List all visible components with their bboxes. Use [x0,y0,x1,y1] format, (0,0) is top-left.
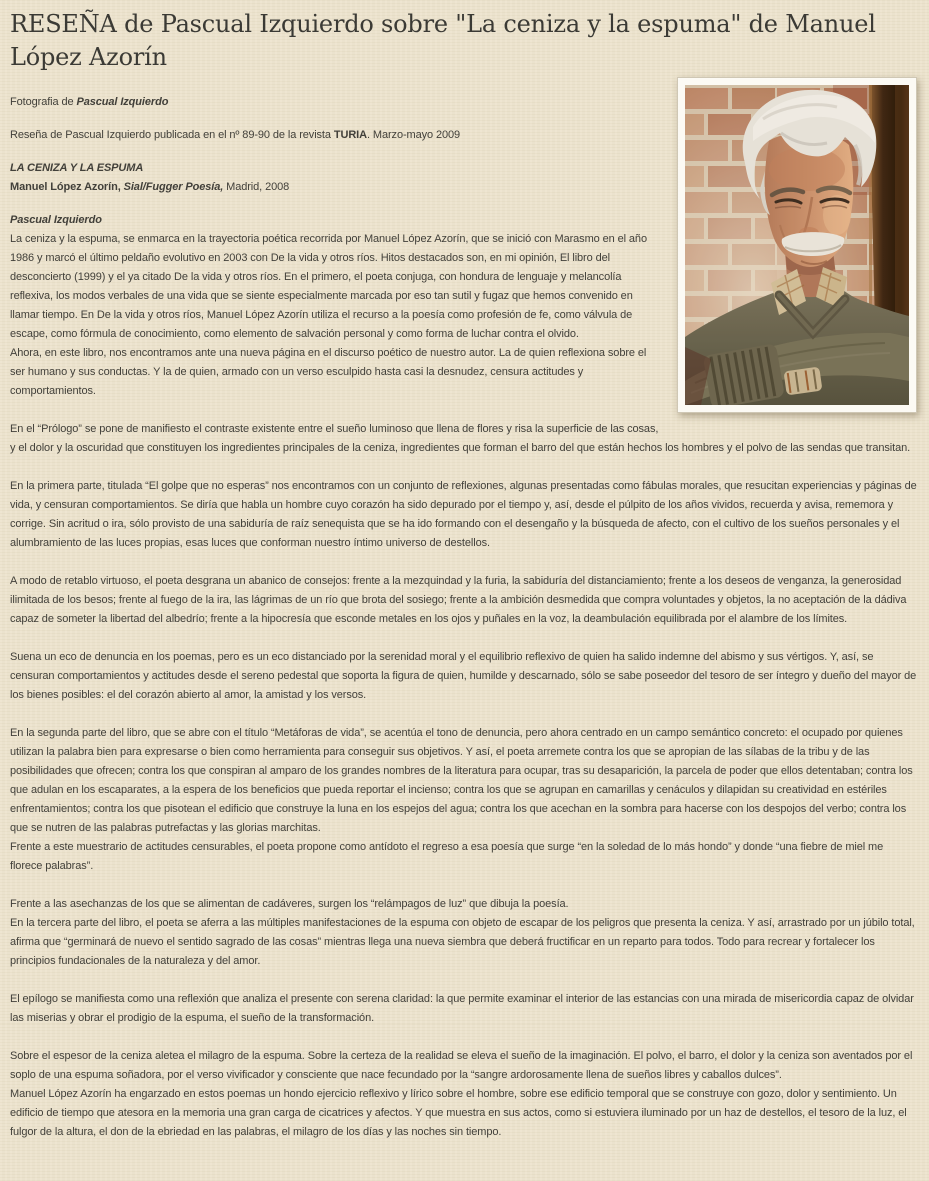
paragraph [10,420,917,458]
review-author: Pascual Izquierdo [10,214,102,226]
paragraph-text: En la segunda parte del libro, que se abre con el título “Metáforas de vida”, se acentúa el tono de denuncia, pero ahora centrado en un campo semántico concreto: el ocupado por quienes utilizan la palabra bien para expresarse o bien como herramienta para conseguir sus objetivos. Y así, el poeta arremete contra los que se apropian de las sílabas de la tribu y de las posibilidades que ofrecen; contra los que conspiran al amparo de los grandes nombres de la literatura para ocupar, tras su desaparición, la parcela de poder que ellos detentaban; contra los que adulan en los escaparates, a la espera de los beneficios que pueda reportar el incienso; contra los que se agrupan en camarillas y cenáculos y dilapidan su creatividad en estériles enfrentamientos; contra los que pisotean el edificio que construye la luna en los espejos del agua; contra los que acechan en la sombra para hacerse con los despojos del verbo; contra los que se nutren de las palabras putrefactas y las glorias marchitas. [10,727,913,834]
paragraph-text: Suena un eco de denuncia en los poemas, pero es un eco distanciado por la serenidad moral y el equilibrio reflexivo de quien ha salido indemne del abismo y sus vértigos. Y, así, se censuran comportamientos y actitudes desde el sereno pedestal que soporta la figura de quien, humilde y descarnado, sólo se sabe poseedor del tesoro de ser íntegro y dueño del mayor de los bienes posibles: el del corazón abierto al amor, la amistad y los versos. [10,651,917,701]
paragraph [10,724,917,876]
paragraph-text: Manuel López Azorín ha engarzado en estos poemas un hondo ejercicio reflexivo y lírico sobre el hombre, sobre ese edificio temporal que se construye con gozo, dolor y sentimiento. Un edificio de tiempo que atesora en la memoria una gran carga de cicatrices y afectos. Y que muestra en sus actos, como si estuviera iluminado por un haz de destellos, el tesoro de la luz, el fulgor de la altura, el don de la ebriedad en las palabras, el milagro de los días y las noches sin tiempo. [10,1088,907,1138]
paragraph-text: En la tercera parte del libro, el poeta se aferra a las múltiples manifestaciones de la espuma con objeto de escapar de los peligros que presenta la ceniza. Y así, arrastrado por un júbilo total, afirma que “germinará de nuevo el sentido sagrado de las cosas” mientras llega una nueva siembra que deberá fructificar en un reparto para todos. Todo para recrear y fortalecer los principios fundacionales de la naturaleza y del amor. [10,917,915,967]
portrait-photo [685,85,909,405]
paragraph-text: Sobre el espesor de la ceniza aletea el milagro de la espuma. Sobre la certeza de la realidad se eleva el sueño de la imaginación. El polvo, el barro, el dolor y la ceniza son aventados por el soplo de una espuma soñadora, por el verso vivificador y consciente que nace fecundado por la “sangre ardorosamente llena de sueños libres y caballos dulces”. [10,1050,913,1081]
portrait-photo-frame [677,77,917,413]
paragraph-text: Ahora, en este libro, nos encontramos ante una nueva página en el discurso poético de nuestro autor. La de quien reflexiona sobre el ser humano y sus conductas. Y la de quien, armado con un verso esculpido hasta casi la desnudez, censura actitudes y comportamientos. [10,347,647,397]
book-collection: Sial/Fugger Poesía, [123,181,224,193]
paragraph [10,477,917,553]
publication-prefix: Reseña de Pascual Izquierdo publicada en el nº 89-90 de la revista [10,129,334,141]
paragraph-text: A modo de retablo virtuoso, el poeta desgrana un abanico de consejos: frente a la mezquindad y la furia, la sabiduría del distanciamiento; frente a los deseos de venganza, la generosidad ilimitada de los besos; frente al fuego de la ira, las lágrimas de un río que brota del sosiego; frente a la ambición desmedida que compra voluntades y objetos, la no aceptación de la dádiva capaz de someter la libertad del albedrío; frente a la hipocresía que esconde metales en los ojos y puñales en la voz, la deambulación equilibrada por el alambre de los límites. [10,575,907,625]
paragraph-text: En el “Prólogo” se pone de manifiesto el contraste existente entre el sueño luminoso que llena de flores y risa la superficie de las cosas, y el dolor y la oscuridad que constituyen los ingredientes principales de la ceniza, ingredientes que forman el barro del que están hechos los hombres y el polvo de las sendas que transitan. [10,423,911,454]
magazine-name: TURIA [333,129,367,141]
book-author: Manuel López Azorín, [10,181,124,193]
paragraph [10,895,917,971]
paragraph-text: El epílogo se manifiesta como una reflexión que analiza el presente con serena claridad: la que permite examinar el interior de las estancias con una mirada de misericordia capaz de olvidar las miserias y obrar el prodigio de la espuma, el sueño de la transformación. [10,993,914,1024]
paragraph [10,990,917,1028]
paragraph-text: En la primera parte, titulada “El golpe que no esperas” nos encontramos con un conjunto de reflexiones, algunas presentadas como fábulas morales, que resucitan experiencias y páginas de vida, y censuran comportamientos. Se diría que habla un hombre cuyo corazón ha sido depurado por el tiempo y, así, desde el púlpito de los años vividos, recuerda y avisa, rememora y corrige. Sin acritud o ira, sólo provisto de una sabiduría de raíz senequista que se ha ido formando con el desengaño y la búsqueda de afecto, con el cultivo de los sueños personales y el alumbramiento de las luces propias, esas luces que conforman nuestro íntimo universo de destellos. [10,480,917,549]
paragraph-text: Frente a este muestrario de actitudes censurables, el poeta propone como antídoto el regreso a esa poesía que surge “en la soledad de lo más hondo” y donde “una fiebre de miel me florece palabras”. [10,841,884,872]
photo-credit-name: Pascual Izquierdo [76,96,169,108]
paragraph-text: La ceniza y la espuma, se enmarca en la trayectoria poética recorrida por Manuel López Azorín, que se inició con Marasmo en el año 1986 y marcó el último peldaño evolutivo en 2003 con De la vida y otros ríos. Hitos destacados son, en mi opinión, El libro del desconcierto (1999) y el ya citado De la vida y otros ríos. En el primero, el poeta conjuga, con hondura de lenguaje y melancolía reflexiva, los modos verbales de una vida que se siente especialmente marcada por eso tan sutil y fugaz que hemos convenido en llamar tiempo. En De la vida y otros ríos, Manuel López Azorín utiliza el recurso a la poesía como profesión de fe, como válvula de escape, como fórmula de conocimiento, como elemento de salvación personal y como forma de luchar contra el olvido. [10,233,647,340]
book-place-year: Madrid, 2008 [223,181,290,193]
book-title: LA CENIZA Y LA ESPUMA [10,162,144,174]
paragraph [10,648,917,705]
photo-credit-prefix: Fotografia de [10,96,77,108]
paragraph [10,572,917,629]
page-title: RESEÑA de Pascual Izquierdo sobre "La ceniza y la espuma" de Manuel López Azorín [10,10,876,71]
paragraph [10,1047,917,1142]
paragraph-text: Frente a las asechanzas de los que se alimentan de cadáveres, surgen los “relámpagos de luz” que dibuja la poesía. [10,898,569,910]
publication-suffix: . Marzo-mayo 2009 [366,129,461,141]
